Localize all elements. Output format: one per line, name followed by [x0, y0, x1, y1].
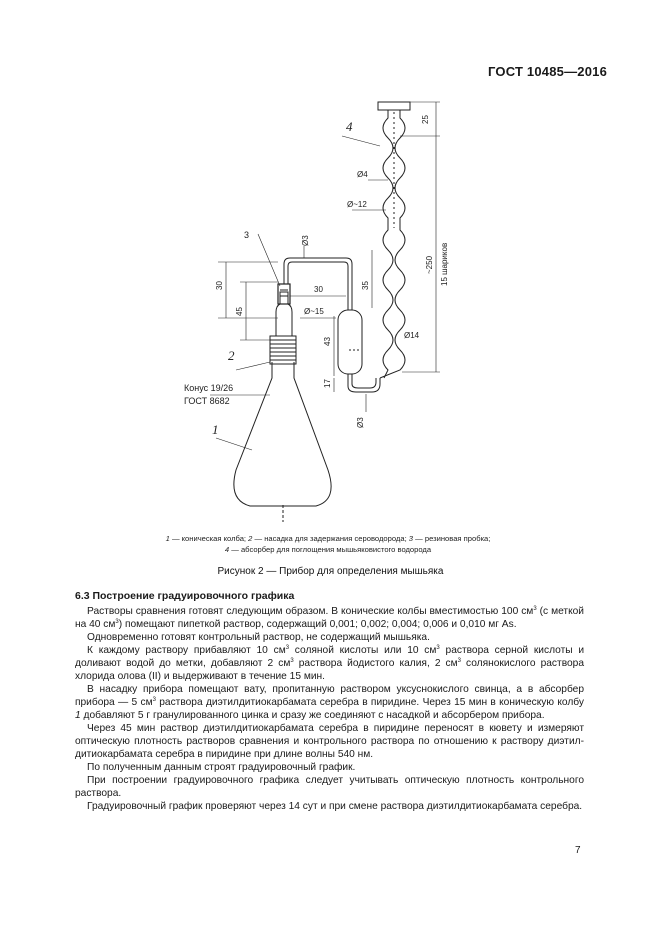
- label-3: 3: [244, 230, 250, 240]
- paragraph-4: В насадку прибора помещают вату, пропитанную раствором уксуснокислого свинца, а в абсорбер прибора — 5 $см^3$ раствора диэтилдитиокарбамата серебра в пиридине. Через 15 мин в коническую колбу 1 добавляют 5 г гранулированного цинка и сразу же соединяют с насадкой и абсорбером прибора.: [75, 684, 584, 721]
- absorber-column: [383, 110, 393, 378]
- paragraph-1: Растворы сравнения готовят следующим образом. В конические колбы вместимостью 100 $см^3$ (с меткой на 40 $см^3$) помещают пипеткой раствор, содержащий 0,001; 0,002; 0,004; 0,006 и 0,010 мг As.: [75, 606, 584, 630]
- dim-d4: Ø4: [357, 170, 368, 179]
- figure-caption: Рисунок 2 — Прибор для определения мышьяка: [217, 566, 444, 577]
- label-2: 2: [228, 348, 235, 363]
- dim-35: 35: [361, 281, 370, 290]
- dim-25: 25: [421, 115, 430, 124]
- cone-standard: ГОСТ 8682: [184, 396, 230, 406]
- dim-17: 17: [323, 379, 332, 388]
- standard-designation: ГОСТ 10485—2016: [488, 64, 607, 79]
- paragraph-8: Градуировочный график проверяют через 14 сут и при смене раствора диэтилдитиокарбамата серебра.: [87, 801, 583, 812]
- dim-d3-bottom: Ø3: [356, 417, 365, 428]
- paragraph-6: По полученным данным строят градуировочный график.: [87, 762, 356, 773]
- dim-d3-top: Ø3: [301, 235, 310, 246]
- dim-45: 45: [235, 307, 244, 316]
- dim-d15: Ø~15: [304, 307, 324, 316]
- dim-d12: Ø~12: [347, 200, 367, 209]
- cone-label: Конус 19/26: [184, 383, 234, 393]
- dim-43: 43: [323, 337, 332, 346]
- dim-250: ~250: [425, 255, 434, 274]
- dim-30-top: 30: [314, 285, 323, 294]
- dim-d14: Ø14: [404, 331, 420, 340]
- paragraph-3: К каждому раствору прибавляют 10 $см^3$ соляной кислоты или 10 $см^3$ раствора серной кислоты и доливают водой до метки, добавляют 2 $см^3$ раствора йодистого калия, 2 $см^3$ солянокислого раствора хлорида олова (II) и выдерживают в течение 15 мин.: [75, 645, 585, 682]
- dim-30-left: 30: [215, 281, 224, 290]
- body-text: [75, 605, 584, 813]
- label-1: 1: [212, 422, 219, 437]
- paragraph-2: Одновременно готовят контрольный раствор, не содержащий мышьяка.: [87, 632, 430, 643]
- paragraph-5: Через 45 мин раствор диэтилдитиокарбамата серебра в пиридине переносят в кювету и измеряют оптическую плотность растворов сравнения и контрольного раствора по отношению к раствору диэтилдитиокарбамата серебра в пиридине при длине волны 540 нм.: [75, 723, 584, 760]
- conical-flask: [234, 362, 331, 506]
- dim-balls: 15 шариков: [440, 242, 449, 286]
- label-4: 4: [346, 119, 353, 134]
- section-title: 6.3 Построение градуировочного графика: [75, 590, 295, 602]
- page-number: 7: [575, 845, 581, 856]
- paragraph-7: При построении градуировочного графика следует учитывать оптическую плотность контрольного раствора.: [75, 775, 584, 799]
- figure-legend: 1 — коническая колба; 2 — насадка для задержания сероводорода; 3 — резиновая пробка; 4 — абсорбер для поглощения мышьяковистого водорода: [165, 534, 491, 554]
